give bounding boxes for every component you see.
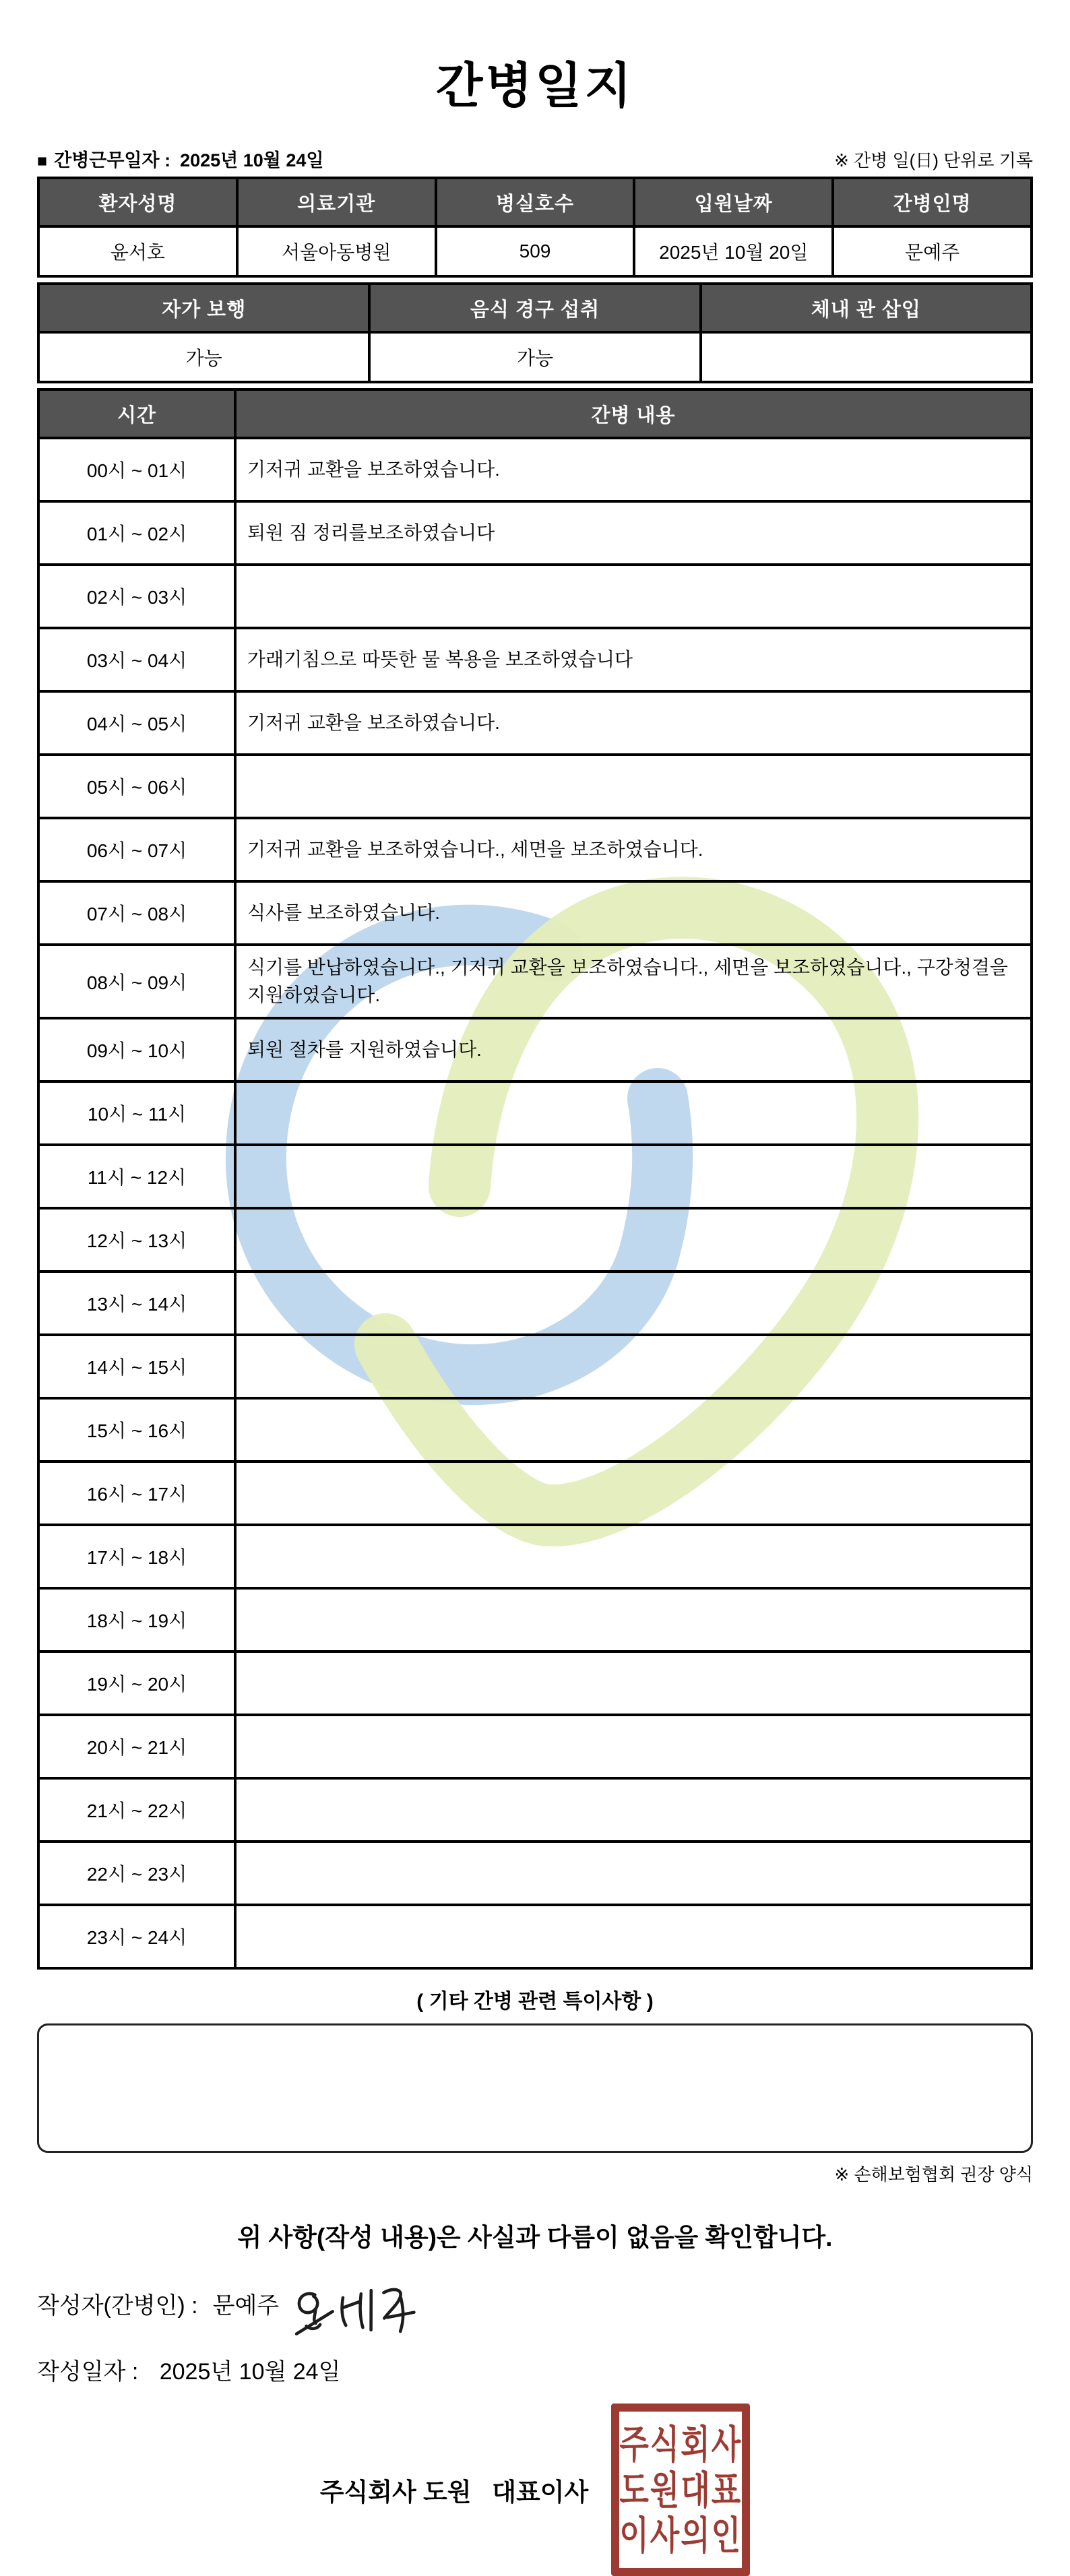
care-time-22: 22시 ~ 23시 bbox=[38, 1842, 235, 1905]
care-time-5: 05시 ~ 06시 bbox=[38, 755, 235, 818]
care-content-16 bbox=[235, 1462, 1032, 1525]
care-content-2 bbox=[235, 565, 1032, 628]
care-time-23: 23시 ~ 24시 bbox=[38, 1905, 235, 1968]
care-time-11: 11시 ~ 12시 bbox=[38, 1145, 235, 1208]
care-content-18 bbox=[235, 1588, 1032, 1652]
care-content-0: 기저귀 교환을 보조하였습니다. bbox=[235, 438, 1032, 501]
condition-value-2 bbox=[701, 332, 1032, 382]
care-content-20 bbox=[235, 1715, 1032, 1778]
care-content-21 bbox=[235, 1778, 1032, 1842]
square-bullet-icon: ■ bbox=[37, 152, 48, 170]
care-row-3 bbox=[38, 628, 1032, 691]
condition-value-1: 가능 bbox=[369, 332, 700, 382]
care-time-6: 06시 ~ 07시 bbox=[38, 818, 235, 881]
care-content-19 bbox=[235, 1652, 1032, 1715]
writer-label: 작성자(간병인) : bbox=[37, 2293, 198, 2319]
patient-value-1: 서울아동병원 bbox=[237, 226, 436, 276]
care-time-10: 10시 ~ 11시 bbox=[38, 1081, 235, 1145]
care-content-14 bbox=[235, 1335, 1032, 1398]
care-content-7: 식사를 보조하였습니다. bbox=[235, 881, 1032, 945]
writer-name: 문예주 bbox=[212, 2293, 280, 2319]
care-time-17: 17시 ~ 18시 bbox=[38, 1525, 235, 1588]
patient-info-table bbox=[37, 177, 1033, 278]
patient-value-3: 2025년 10월 20일 bbox=[634, 226, 833, 276]
care-content-23 bbox=[235, 1905, 1032, 1968]
time-column-header: 시간 bbox=[38, 389, 235, 438]
condition-header-row bbox=[38, 284, 1032, 332]
company-ceo-text: 주식회사 도원 대표이사 bbox=[319, 2478, 589, 2507]
care-row-9 bbox=[38, 1018, 1032, 1081]
care-time-18: 18시 ~ 19시 bbox=[38, 1588, 235, 1652]
care-row-19 bbox=[38, 1652, 1032, 1715]
care-row-4 bbox=[38, 691, 1032, 755]
care-row-1 bbox=[38, 501, 1032, 565]
care-content-9: 퇴원 절차를 지원하였습니다. bbox=[235, 1018, 1032, 1081]
patient-value-row bbox=[38, 226, 1032, 276]
writer-line bbox=[37, 2287, 1033, 2344]
condition-table bbox=[37, 282, 1033, 383]
care-row-18 bbox=[38, 1588, 1032, 1652]
care-content-6: 기저귀 교환을 보조하였습니다., 세면을 보조하였습니다. bbox=[235, 818, 1032, 881]
confirmation-statement: 위 사항(작성 내용)은 사실과 다름이 없음을 확인합니다. bbox=[237, 2224, 833, 2252]
care-content-15 bbox=[235, 1398, 1032, 1462]
care-content-8: 식기를 반납하였습니다., 기저귀 교환을 보조하였습니다., 세면을 보조하였습니다., 구강청결을 지원하였습니다. bbox=[235, 945, 1032, 1018]
stamp-line-2: 이사의인 bbox=[619, 2513, 743, 2558]
care-time-20: 20시 ~ 21시 bbox=[38, 1715, 235, 1778]
care-content-22 bbox=[235, 1842, 1032, 1905]
page-title: 간병일지 bbox=[435, 59, 635, 113]
care-row-11 bbox=[38, 1145, 1032, 1208]
care-time-14: 14시 ~ 15시 bbox=[38, 1335, 235, 1398]
care-content-3: 가래기침으로 따뜻한 물 복용을 보조하였습니다 bbox=[235, 628, 1032, 691]
company-row bbox=[37, 2404, 1033, 2576]
care-time-15: 15시 ~ 16시 bbox=[38, 1398, 235, 1462]
care-time-19: 19시 ~ 20시 bbox=[38, 1652, 235, 1715]
care-content-4: 기저귀 교환을 보조하였습니다. bbox=[235, 691, 1032, 755]
care-time-21: 21시 ~ 22시 bbox=[38, 1778, 235, 1842]
care-row-0 bbox=[38, 438, 1032, 501]
corporate-seal-stamp bbox=[611, 2404, 750, 2576]
form-standard-note: ※ 손해보험협회 권장 양식 bbox=[834, 2164, 1033, 2185]
care-time-8: 08시 ~ 09시 bbox=[38, 945, 235, 1018]
care-time-7: 07시 ~ 08시 bbox=[38, 881, 235, 945]
care-row-22 bbox=[38, 1842, 1032, 1905]
stamp-line-0: 주식회사 bbox=[619, 2422, 743, 2467]
care-row-17 bbox=[38, 1525, 1032, 1588]
care-time-1: 01시 ~ 02시 bbox=[38, 501, 235, 565]
care-content-5 bbox=[235, 755, 1032, 818]
patient-value-2: 509 bbox=[436, 226, 635, 276]
handwritten-signature bbox=[290, 2280, 420, 2347]
care-time-12: 12시 ~ 13시 bbox=[38, 1208, 235, 1271]
care-time-4: 04시 ~ 05시 bbox=[38, 691, 235, 755]
write-date-value: 2025년 10월 24일 bbox=[159, 2359, 341, 2385]
notes-section-label: ( 기타 간병 관련 특이사항 ) bbox=[416, 1990, 654, 2013]
care-content-12 bbox=[235, 1208, 1032, 1271]
care-log-table bbox=[37, 388, 1033, 1970]
care-row-5 bbox=[38, 755, 1032, 818]
care-time-3: 03시 ~ 04시 bbox=[38, 628, 235, 691]
care-row-6 bbox=[38, 818, 1032, 881]
care-time-2: 02시 ~ 03시 bbox=[38, 565, 235, 628]
care-row-8 bbox=[38, 945, 1032, 1018]
care-content-13 bbox=[235, 1271, 1032, 1335]
patient-header-0: 환자성명 bbox=[38, 178, 237, 226]
care-row-21 bbox=[38, 1778, 1032, 1842]
care-content-1: 퇴원 짐 정리를보조하였습니다 bbox=[235, 501, 1032, 565]
care-row-16 bbox=[38, 1462, 1032, 1525]
care-row-23 bbox=[38, 1905, 1032, 1968]
condition-header-0: 자가 보행 bbox=[38, 284, 369, 332]
condition-header-2: 체내 관 삽입 bbox=[701, 284, 1032, 332]
work-date-line bbox=[37, 146, 324, 172]
care-row-7 bbox=[38, 881, 1032, 945]
patient-header-1: 의료기관 bbox=[237, 178, 436, 226]
care-time-16: 16시 ~ 17시 bbox=[38, 1462, 235, 1525]
meta-row bbox=[37, 146, 1033, 172]
stamp-line-1: 도원대표 bbox=[619, 2468, 743, 2512]
care-header-row bbox=[38, 389, 1032, 438]
care-row-14 bbox=[38, 1335, 1032, 1398]
care-time-13: 13시 ~ 14시 bbox=[38, 1271, 235, 1335]
care-row-10 bbox=[38, 1081, 1032, 1145]
unit-note: ※ 간병 일(日) 단위로 기록 bbox=[834, 150, 1033, 170]
care-row-12 bbox=[38, 1208, 1032, 1271]
work-date-value: 2025년 10월 24일 bbox=[180, 150, 324, 170]
write-date-label: 작성일자 : bbox=[37, 2359, 139, 2385]
care-row-20 bbox=[38, 1715, 1032, 1778]
notes-box bbox=[37, 2023, 1033, 2153]
care-row-2 bbox=[38, 565, 1032, 628]
condition-value-0: 가능 bbox=[38, 332, 369, 382]
patient-header-row bbox=[38, 178, 1032, 226]
patient-value-4: 문예주 bbox=[833, 226, 1032, 276]
care-content-10 bbox=[235, 1081, 1032, 1145]
patient-header-4: 간병인명 bbox=[833, 178, 1032, 226]
write-date-line bbox=[37, 2353, 1033, 2386]
work-date-label: 간병근무일자 : bbox=[54, 150, 171, 170]
patient-header-2: 병실호수 bbox=[436, 178, 635, 226]
care-row-13 bbox=[38, 1271, 1032, 1335]
condition-header-1: 음식 경구 섭취 bbox=[369, 284, 700, 332]
patient-header-3: 입원날짜 bbox=[634, 178, 833, 226]
patient-value-0: 윤서호 bbox=[38, 226, 237, 276]
care-content-11 bbox=[235, 1145, 1032, 1208]
care-row-15 bbox=[38, 1398, 1032, 1462]
care-time-9: 09시 ~ 10시 bbox=[38, 1018, 235, 1081]
care-time-0: 00시 ~ 01시 bbox=[38, 438, 235, 501]
condition-value-row bbox=[38, 332, 1032, 382]
content-column-header: 간병 내용 bbox=[235, 389, 1032, 438]
care-content-17 bbox=[235, 1525, 1032, 1588]
